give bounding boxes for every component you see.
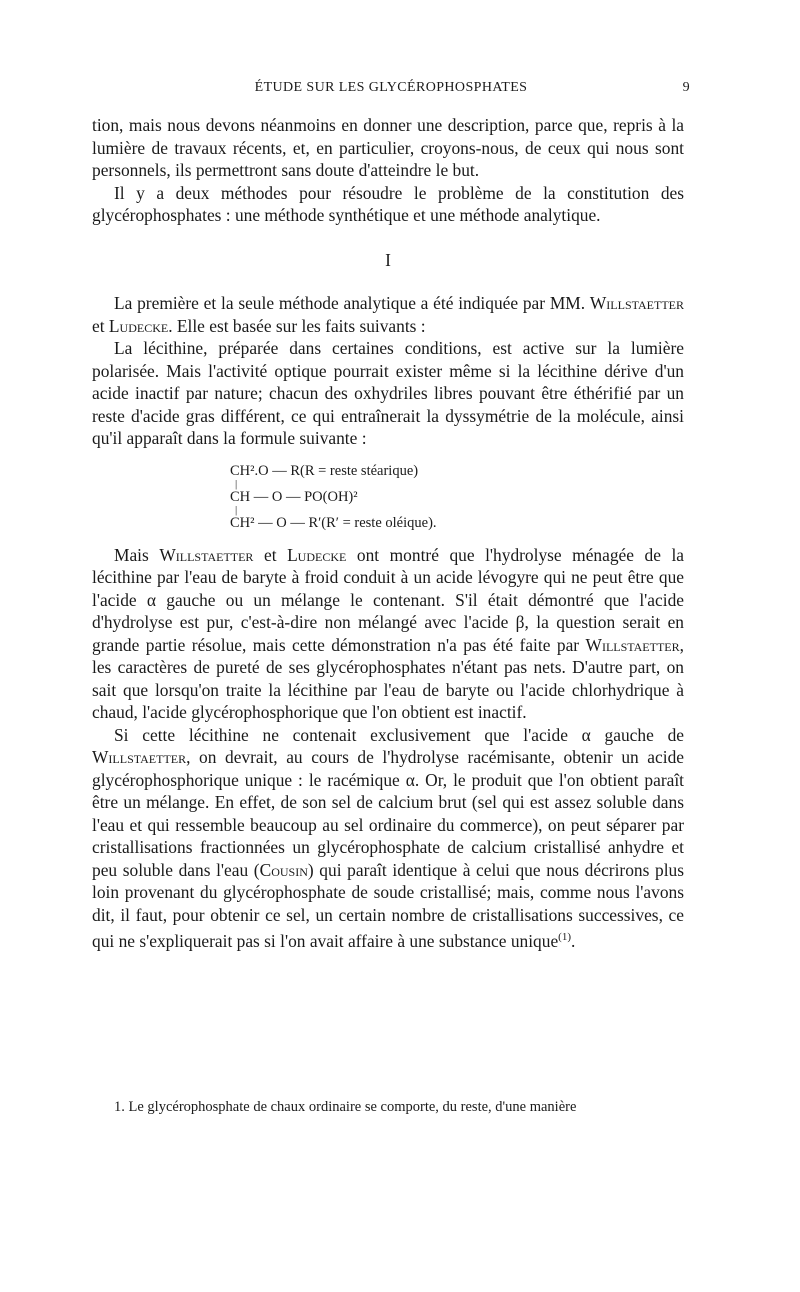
page-body — [92, 114, 684, 952]
author-name: Willstaetter — [585, 634, 680, 655]
text-run: et — [92, 315, 109, 336]
paragraph-continuation: tion, mais nous devons néanmoins en donner une description, parce que, repris à la lumière de travaux récents, et, en particulier, croyons-nous, de ceux qui nous sont personnels, ils permettront sans doute d'atteindre le but. — [92, 115, 684, 180]
text-run: La première et la seule méthode analytique a été indiquée par MM. — [114, 293, 590, 313]
formula-bond: | — [235, 477, 238, 490]
paragraph-lecithin: La lécithine, préparée dans certaines conditions, est active sur la lumière polarisée. Mais l'activité optique pourrait exister même si la lécithine dérive d'un acide inactif par nature; chacun des oxhydriles libres pouvant être éthérifié par un reste d'acide gras différent, ce qui entraînerait la dyssymétrie de la molécule, ainsi qu'il apparaît dans la formule suivante : — [92, 338, 684, 448]
footnote-reference: (1) — [558, 931, 571, 943]
author-name: Cousin — [259, 859, 308, 880]
text-run: . Elle est basée sur les faits suivants : — [168, 315, 426, 336]
formula-line-2: CH — O — PO(OH)² — [230, 488, 358, 505]
chemical-formula — [230, 462, 684, 532]
formula-bond: | — [235, 503, 238, 516]
section-heading: I — [385, 249, 391, 270]
text-run: , on devrait, au cours de l'hydrolyse racémisante, obtenir un acide glycérophosphorique unique : le racémique α. Or, le produit que l'on obtient paraît être un mélange. En effet, de son sel de calcium brut (sel qui est assez soluble dans l'eau et qui ressemble beaucoup au sel ordinaire du commerce), on peut séparer par cristallisations fractionnées un glycérophosphate de calcium cristallisé anhydre et peu soluble dans l'eau ( — [92, 747, 684, 880]
paragraph-racemization — [92, 724, 684, 953]
formula-line-1: CH².O — R(R = reste stéarique) — [230, 462, 419, 479]
text-run: Si cette lécithine ne contenait exclusivement que l'acide α gauche de — [114, 724, 684, 745]
paragraph-hydrolysis — [92, 544, 684, 724]
author-name: Willstaetter — [589, 293, 684, 313]
author-name: Willstaetter — [159, 544, 254, 565]
formula-line-3: CH² — O — R′(R′ = reste oléique). — [230, 514, 437, 531]
footnote: 1. Le glycérophosphate de chaux ordinaire se comporte, du reste, d'une manière — [114, 1099, 577, 1115]
running-head — [92, 80, 690, 102]
author-name: Ludecke — [108, 315, 169, 336]
text-run: ) qui paraît identique à celui que nous décrirons plus loin provenant du glycérophosphate de soude cristallisé; mais, comme nous l'avons dit, il faut, pour obtenir ce sel, un certain nombre de cristallisations successives, ce qui ne s'expliquerait pas si l'on avait affaire à une substance unique — [92, 859, 684, 951]
text-run: et — [253, 544, 288, 565]
paragraph-analytic-method — [92, 292, 684, 337]
author-name: Willstaetter — [92, 747, 187, 767]
text-run: , les caractères de pureté de ses glycérophosphates n'étant pas nets. D'autre part, on sait que lorsqu'on traite la lécithine par l'eau de baryte ou l'acide chlorhydrique à chaud, l'acide glycérophosphorique que l'on obtient est inactif. — [92, 634, 684, 722]
running-title: ÉTUDE SUR LES GLYCÉROPHOSPHATES — [254, 80, 528, 95]
author-name: Ludecke — [287, 544, 347, 565]
text-run: . — [571, 930, 576, 951]
text-run: Mais — [114, 544, 160, 565]
page-number: 9 — [682, 80, 690, 95]
text-run: ont montré que l'hydrolyse ménagée de la lécithine par l'eau de baryte à froid conduit à un acide lévogyre qui ne peut être que l'acide α gauche ou un mélange le contenant. S'il était démontré que l'acide d'hydrolyse est pur, c'est-à-dire non mélangé avec l'acide β, la question serait en grande partie résolue, mais cette démonstration n'a pas été faite par — [92, 544, 684, 655]
paragraph-methods: Il y a deux méthodes pour résoudre le problème de la constitution des glycérophosphates : une méthode synthétique et une méthode analytique. — [92, 182, 684, 225]
